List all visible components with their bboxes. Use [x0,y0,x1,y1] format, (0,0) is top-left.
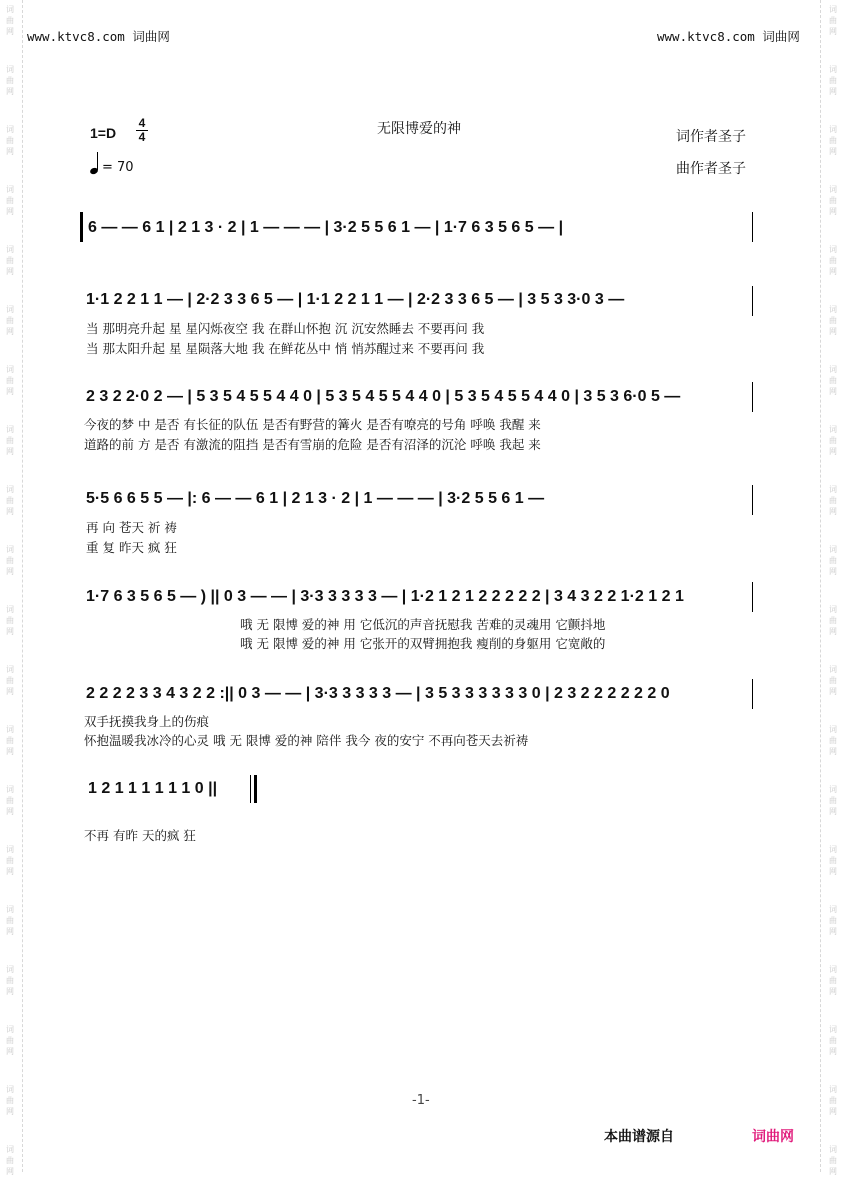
system-5-lyrics-verse-1: 哦 无 限博 爱的神 用 它低沉的声音抚慰我 苦难的灵魂用 它颤抖地 [240,617,606,632]
watermark-char: 词 [829,965,837,974]
system-4-music: 5·5 6 6 5 5 — |: 6 — — 6 1 | 2 1 3 · 2 | 1 — — — | 3·2 5 5 6 1 — [86,490,545,507]
watermark-char: 网 [829,867,837,876]
watermark-char: 曲 [6,556,14,565]
watermark-char: 词 [6,365,14,374]
system-3-lyrics-verse-1: 今夜的梦 中 是否 有长征的队伍 是否有野营的篝火 是否有嘹亮的号角 呼唤 我醒 来 [84,417,541,432]
system-3-end-bar [752,382,753,412]
system-1-music: 6 — — 6 1 | 2 1 3 · 2 | 1 — — — | 3·2 5 5 6 1 — | 1·7 6 3 5 6 5 — | [88,219,564,236]
watermark-char: 词 [6,245,14,254]
watermark-char: 网 [829,747,837,756]
header-right-site[interactable]: www.ktvc8.com [657,29,755,44]
system-3-lyrics-verse-2: 道路的前 方 是否 有激流的阻挡 是否有雪崩的危险 是否有沼泽的沉沦 呼唤 我起 来 [84,437,541,452]
watermark-char: 词 [829,245,837,254]
header-left-brand[interactable]: 词曲网 [132,29,170,44]
watermark-char: 词 [6,305,14,314]
watermark-char: 词 [829,785,837,794]
watermark-char: 曲 [6,376,14,385]
system-6-lyrics-verse-1: 双手抚摸我身上的伤痕 [84,714,210,729]
watermark-char: 曲 [6,256,14,265]
watermark-char: 曲 [829,16,837,25]
watermark-char: 词 [6,425,14,434]
watermark-char: 词 [829,125,837,134]
final-bar-thick [254,775,257,803]
watermark-char: 词 [6,1025,14,1034]
system-4-lyrics-verse-2: 重 复 昨天 疯 狂 [86,540,177,555]
watermark-char: 网 [6,327,14,336]
system-4-end-bar [752,485,753,515]
watermark-char: 曲 [829,796,837,805]
watermark-char: 网 [6,867,14,876]
watermark-char: 网 [6,87,14,96]
watermark-char: 词 [6,1145,14,1154]
lyricist-credit: 词作者圣子 [676,129,746,145]
watermark-char: 网 [829,807,837,816]
watermark-char: 词 [6,605,14,614]
watermark-char: 曲 [829,856,837,865]
watermark-char: 词 [6,545,14,554]
time-signature [136,117,148,144]
watermark-char: 网 [6,687,14,696]
watermark-char: 词 [829,725,837,734]
watermark-char: 网 [6,267,14,276]
watermark-char: 曲 [829,496,837,505]
watermark-char: 网 [829,1167,837,1176]
watermark-char: 词 [6,725,14,734]
watermark-char: 词 [829,545,837,554]
page-number: -1- [412,1093,430,1108]
system-3-music: 2 3 2 2·0 2 — | 5 3 5 4 5 5 4 4 0 | 5 3 5 4 5 5 4 4 0 | 5 3 5 4 5 5 4 4 0 | 3 5 3 6·0 5 — [86,388,681,405]
watermark-char: 网 [6,1047,14,1056]
system-6-end-bar [752,679,753,709]
watermark-char: 曲 [829,616,837,625]
system-7-lyrics-verse-1: 不再 有昨 天的疯 狂 [84,828,196,843]
watermark-char: 网 [6,447,14,456]
watermark-char: 网 [829,567,837,576]
watermark-char: 网 [829,687,837,696]
watermark-char: 网 [829,207,837,216]
system-6-lyrics-verse-2: 怀抱温暖我冰冷的心灵 哦 无 限博 爱的神 陪伴 我今 夜的安宁 不再向苍天去祈祷 [84,733,529,748]
watermark-char: 曲 [6,16,14,25]
watermark-char: 网 [6,747,14,756]
watermark-char: 词 [6,905,14,914]
watermark-char: 网 [829,1047,837,1056]
system-5-lyrics-verse-2: 哦 无 限博 爱的神 用 它张开的双臂拥抱我 瘦削的身躯用 它宽敞的 [240,636,606,651]
watermark-char: 网 [6,147,14,156]
watermark-char: 曲 [829,676,837,685]
source-label: 本曲谱源自 [604,1129,674,1145]
time-signature-bottom: 4 [138,130,146,144]
watermark-char: 网 [6,507,14,516]
watermark-char: 词 [6,845,14,854]
system-6-music: 2 2 2 2 3 3 4 3 2 2 :|| 0 3 — — | 3·3 3 3 3 3 — | 3 5 3 3 3 3 3 3 0 | 2 3 2 2 2 2 2 2 0 [86,685,670,702]
watermark-char: 词 [6,5,14,14]
quarter-note-stem-icon [97,152,98,170]
watermark-char: 词 [829,1145,837,1154]
composer-credit: 曲作者圣子 [676,161,746,177]
watermark-char: 网 [6,567,14,576]
watermark-char: 曲 [6,196,14,205]
watermark-char: 曲 [829,916,837,925]
watermark-char: 词 [829,1025,837,1034]
watermark-char: 词 [6,185,14,194]
watermark-char: 网 [6,987,14,996]
watermark-char: 曲 [829,136,837,145]
watermark-char: 词 [829,1085,837,1094]
watermark-char: 词 [829,605,837,614]
watermark-char: 网 [6,207,14,216]
system-1-end-bar [752,212,753,242]
watermark-char: 词 [829,65,837,74]
watermark-char: 词 [829,185,837,194]
header-right[interactable] [657,27,800,45]
watermark-char: 曲 [829,1156,837,1165]
watermark-char: 网 [6,807,14,816]
header-left[interactable] [27,27,170,45]
watermark-char: 词 [829,665,837,674]
watermark-char: 词 [829,485,837,494]
watermark-char: 网 [829,627,837,636]
header-right-brand[interactable]: 词曲网 [762,29,800,44]
watermark-char: 网 [6,1167,14,1176]
watermark-char: 曲 [6,1036,14,1045]
watermark-char: 曲 [829,256,837,265]
final-bar-thin [250,775,251,803]
watermark-char: 词 [6,125,14,134]
left-margin-line [22,0,23,1172]
source-brand-link[interactable]: 词曲网 [752,1129,794,1145]
watermark-char: 曲 [829,376,837,385]
watermark-char: 曲 [829,196,837,205]
watermark-char: 网 [829,447,837,456]
watermark-char: 曲 [829,1096,837,1105]
watermark-char: 曲 [829,976,837,985]
system-7-music: 1 2 1 1 1 1 1 1 0 || [88,780,218,797]
watermark-char: 网 [6,627,14,636]
watermark-char: 网 [6,927,14,936]
watermark-char: 词 [6,785,14,794]
system-2-music: 1·1 2 2 1 1 — | 2·2 3 3 6 5 — | 1·1 2 2 1 1 — | 2·2 3 3 6 5 — | 3 5 3 3·0 3 — [86,291,625,308]
watermark-char: 网 [6,387,14,396]
system-5-end-bar [752,582,753,612]
song-title: 无限博爱的神 [377,121,461,137]
watermark-char: 词 [6,1085,14,1094]
tempo-marking: = 70 [102,160,134,175]
watermark-char: 曲 [6,976,14,985]
header-left-site[interactable]: www.ktvc8.com [27,29,125,44]
watermark-char: 曲 [829,76,837,85]
watermark-char: 词 [829,5,837,14]
watermark-char: 曲 [6,916,14,925]
watermark-char: 曲 [6,856,14,865]
watermark-char: 网 [829,1107,837,1116]
watermark-char: 曲 [6,1096,14,1105]
watermark-char: 网 [829,387,837,396]
watermark-char: 网 [829,87,837,96]
watermark-char: 曲 [6,316,14,325]
system-4-lyrics-verse-1: 再 向 苍天 祈 祷 [86,520,177,535]
repeat-start-bar [80,212,83,242]
watermark-char: 网 [829,987,837,996]
watermark-char: 网 [6,1107,14,1116]
watermark-char: 词 [6,485,14,494]
watermark-char: 词 [6,665,14,674]
watermark-char: 词 [6,65,14,74]
watermark-char: 网 [829,267,837,276]
system-2-end-bar [752,286,753,316]
watermark-char: 词 [829,425,837,434]
system-5-music: 1·7 6 3 5 6 5 — ) || 0 3 — — | 3·3 3 3 3 3 — | 1·2 1 2 1 2 2 2 2 2 | 3 4 3 2 2 1·2 1 2 1 [86,588,684,605]
watermark-char: 曲 [829,556,837,565]
watermark-char: 词 [829,905,837,914]
watermark-char: 曲 [6,436,14,445]
watermark-char: 曲 [6,496,14,505]
watermark-char: 网 [829,927,837,936]
watermark-char: 曲 [6,1156,14,1165]
watermark-char: 词 [829,305,837,314]
watermark-char: 网 [829,27,837,36]
system-2-lyrics-verse-2: 当 那太阳升起 星 星陨落大地 我 在鲜花丛中 悄 悄苏醒过来 不要再问 我 [86,341,485,356]
system-2-lyrics-verse-1: 当 那明亮升起 星 星闪烁夜空 我 在群山怀抱 沉 沉安然睡去 不要再问 我 [86,321,485,336]
watermark-char: 词 [6,965,14,974]
watermark-char: 曲 [6,136,14,145]
watermark-char: 网 [829,507,837,516]
watermark-char: 曲 [6,616,14,625]
watermark-char: 曲 [6,76,14,85]
watermark-char: 曲 [829,1036,837,1045]
watermark-char: 词 [829,365,837,374]
watermark-char: 曲 [6,796,14,805]
watermark-char: 曲 [829,736,837,745]
watermark-char: 曲 [829,436,837,445]
watermark-char: 曲 [6,676,14,685]
right-margin-line [820,0,821,1172]
watermark-char: 网 [6,27,14,36]
watermark-char: 曲 [6,736,14,745]
time-signature-top: 4 [138,116,146,130]
watermark-char: 网 [829,327,837,336]
watermark-char: 网 [829,147,837,156]
watermark-char: 曲 [829,316,837,325]
key-signature: 1=D [90,125,117,141]
watermark-char: 词 [829,845,837,854]
